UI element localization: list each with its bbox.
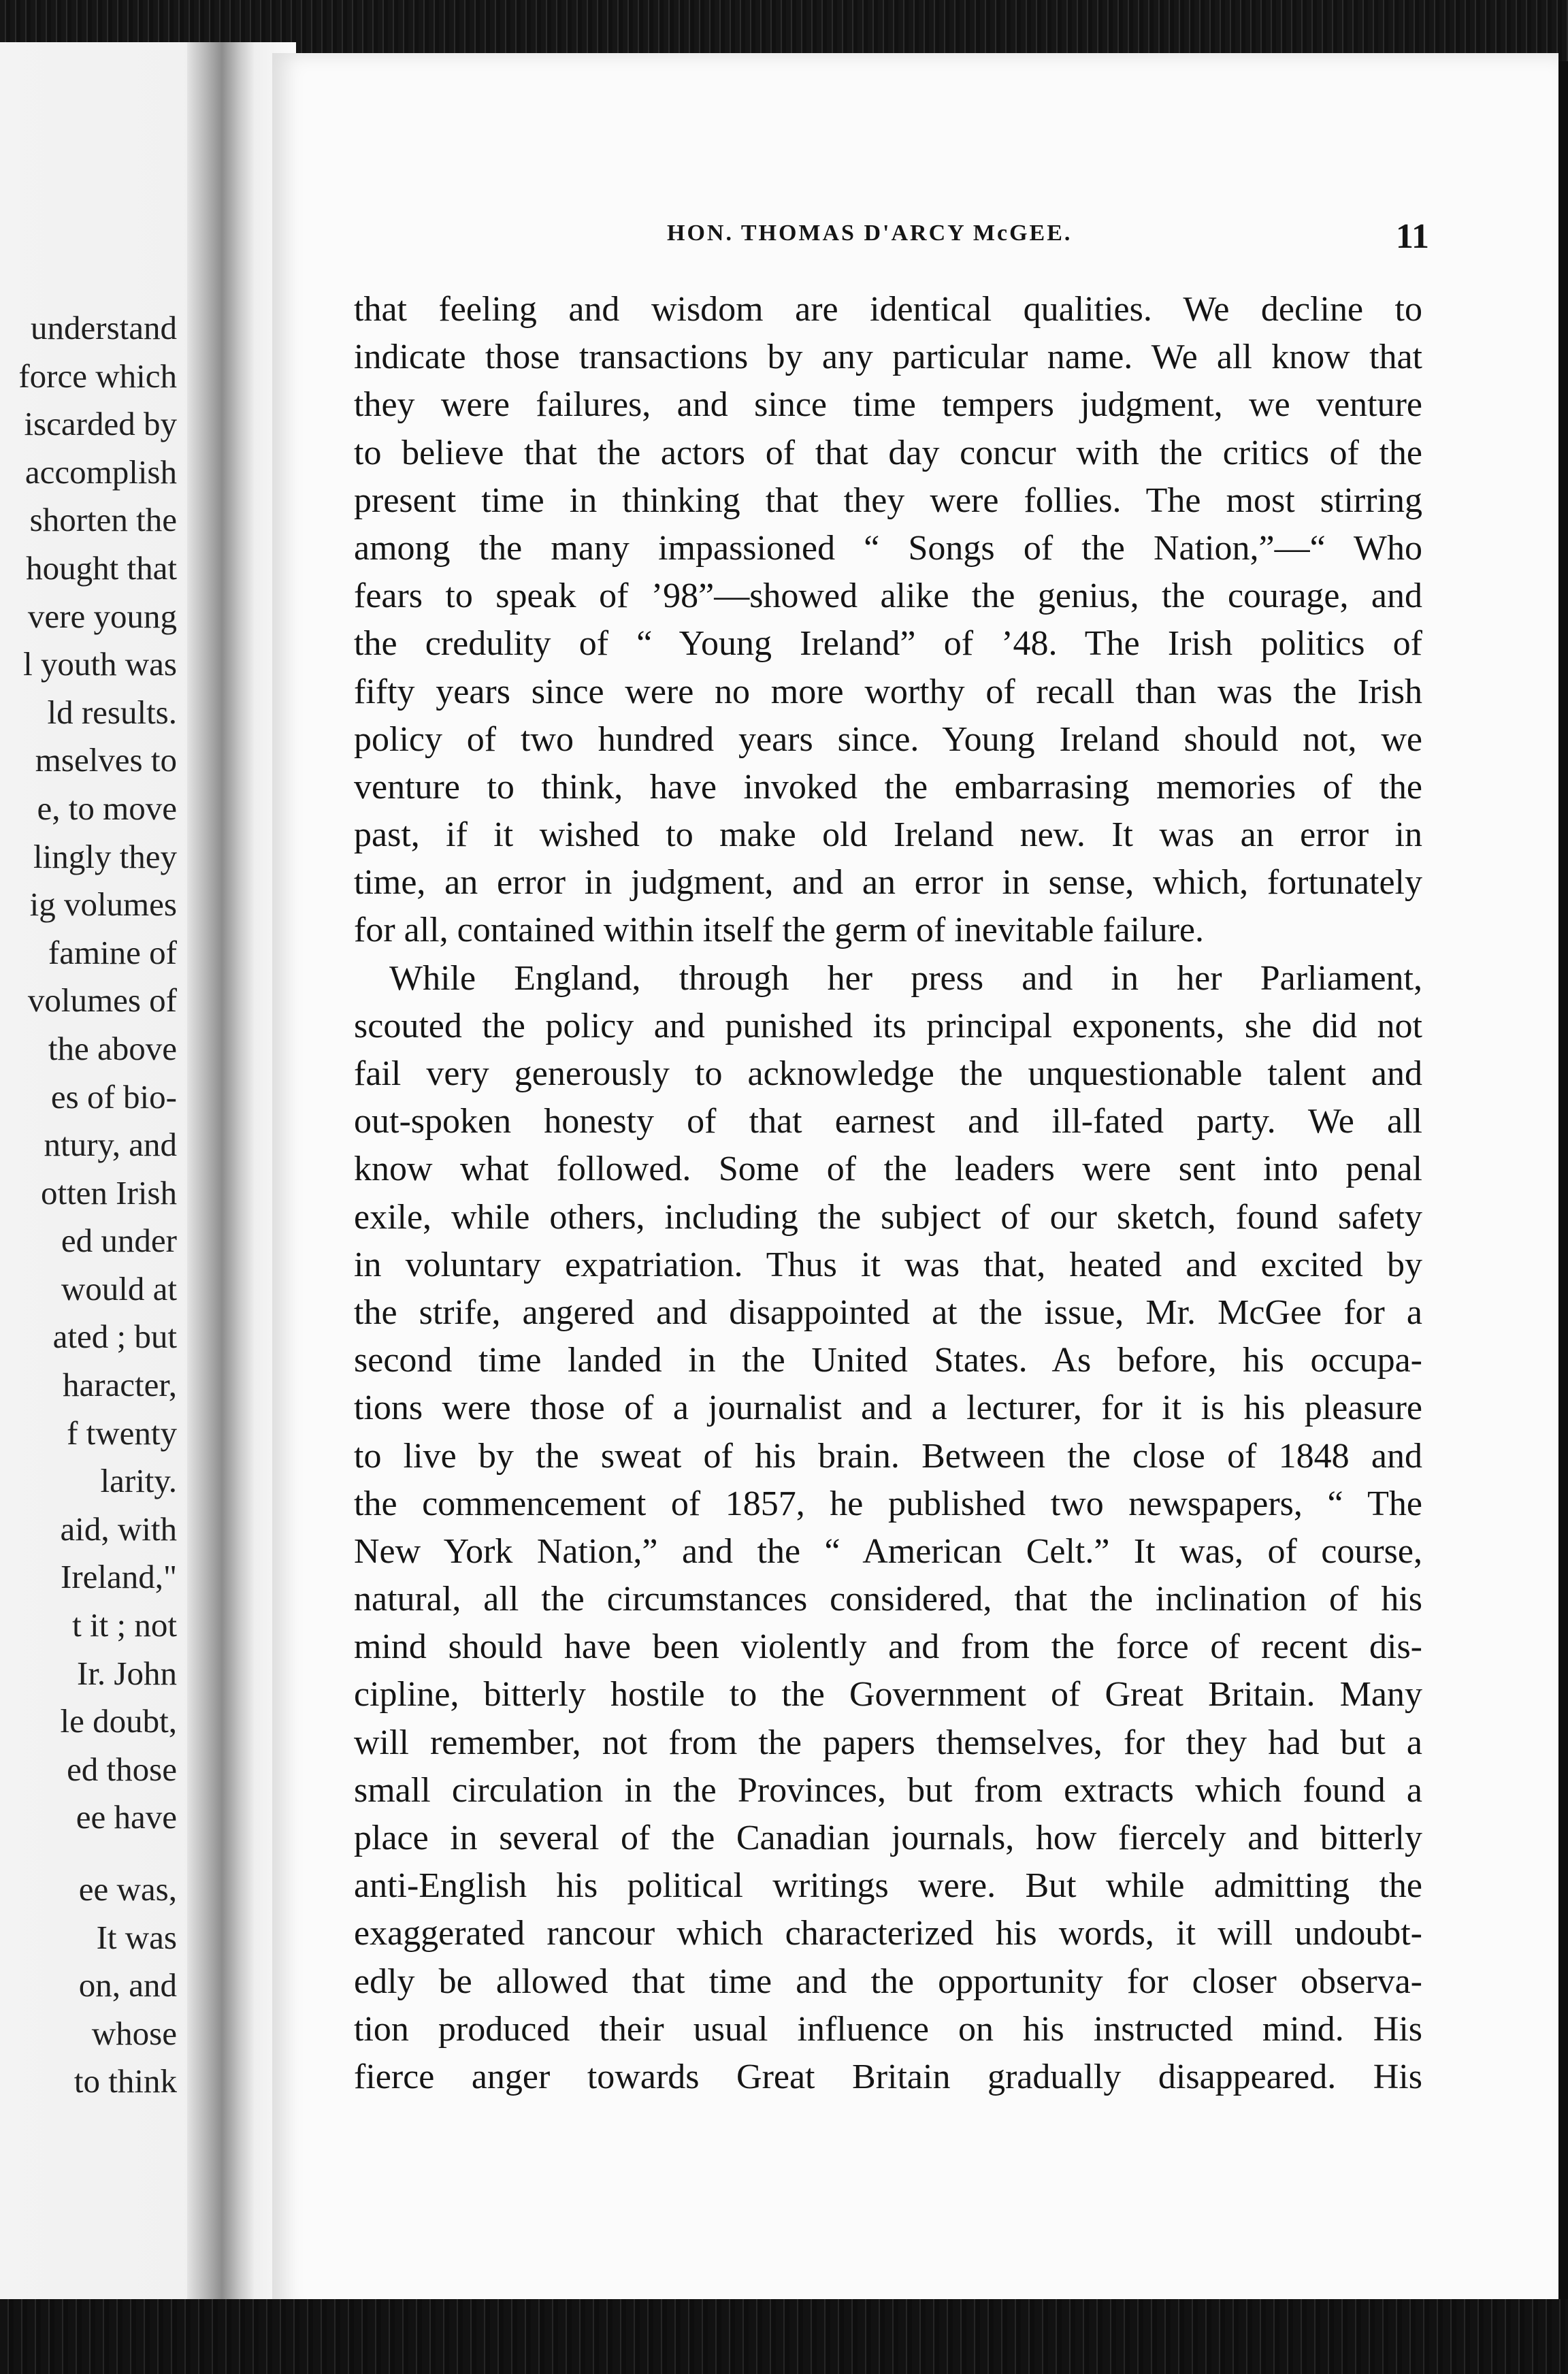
- text-line: out-spoken honesty of that earnest and ill-fated party. We all: [354, 1102, 1422, 1141]
- left-fragment-line: mselves to: [35, 741, 177, 779]
- left-fragment-line: ntury, and: [44, 1126, 177, 1164]
- left-fragment-line: ee was,: [78, 1870, 177, 1908]
- left-fragment-line: ig volumes: [29, 885, 177, 924]
- text-line: venture to think, have invoked the embarrasing memories of the: [354, 767, 1422, 807]
- paragraph-2: [354, 955, 1422, 2102]
- text-line: While England, through her press and in her Parliament,: [389, 958, 1422, 998]
- left-fragment-line: Ir. John: [77, 1654, 177, 1692]
- text-line: the strife, angered and disappointed at the issue, Mr. McGee for a: [354, 1292, 1422, 1332]
- text-line: exaggerated rancour which characterized his words, it will undoubt-: [354, 1914, 1422, 1953]
- left-fragment-line: understand: [31, 309, 177, 346]
- left-fragment-line: ated ; but: [52, 1318, 177, 1356]
- left-fragment-line: It was: [96, 1918, 177, 1956]
- text-line: tions were those of a journalist and a lecturer, for it is his pleasure: [354, 1388, 1422, 1428]
- left-fragment-line: would at: [61, 1269, 177, 1307]
- text-line: for all, contained within itself the germ of inevitable failure.: [354, 911, 1205, 950]
- text-line: they were failures, and since time tempers judgment, we venture: [354, 385, 1422, 425]
- scan-bottom-border: [0, 2299, 1568, 2374]
- left-fragment-line: otten Irish: [40, 1173, 177, 1212]
- text-line: fifty years since were no more worthy of recall than was the Irish: [354, 672, 1422, 711]
- left-fragment-line: l youth was: [23, 645, 177, 683]
- left-fragment-line: famine of: [48, 933, 177, 971]
- body-text: [354, 286, 1422, 2101]
- left-fragment-line: Ireland,": [61, 1558, 177, 1596]
- left-fragment-line: ed those: [67, 1750, 177, 1788]
- left-fragment-line: to think: [74, 2062, 177, 2100]
- running-head: HON. THOMAS D'ARCY McGEE.: [667, 221, 1073, 246]
- left-fragment-line: iscarded by: [24, 405, 177, 443]
- text-line: among the many impassioned “ Songs of the Nation,”—“ Who: [354, 528, 1422, 568]
- text-line: the credulity of “ Young Ireland” of ’48. The Irish politics of: [354, 624, 1422, 664]
- text-line: place in several of the Canadian journals, how fiercely and bitterly: [354, 1819, 1422, 1857]
- text-line: second time landed in the United States. As before, his occupa-: [354, 1341, 1422, 1380]
- text-line: tion produced their usual influence on his instructed mind. His: [354, 2009, 1422, 2049]
- text-line: to live by the sweat of his brain. Between the close of 1848 and: [354, 1436, 1422, 1476]
- text-line: that feeling and wisdom are identical qualities. We decline to: [354, 290, 1422, 329]
- text-line: to believe that the actors of that day concur with the critics of the: [354, 433, 1422, 472]
- left-fragment-line: ed under: [61, 1222, 177, 1260]
- text-line: fierce anger towards Great Britain gradually disappeared. His: [354, 2057, 1422, 2096]
- left-fragment-line: f twenty: [67, 1414, 177, 1452]
- text-line: New York Nation,” and the “ American Celt.” It was, of course,: [354, 1531, 1422, 1571]
- text-line: small circulation in the Provinces, but from extracts which found a: [354, 1770, 1422, 1810]
- text-line: scouted the policy and punished its principal exponents, she did not: [354, 1006, 1422, 1045]
- text-line: time, an error in judgment, and an error in sense, which, fortunately: [354, 863, 1422, 903]
- text-line: present time in thinking that they were follies. The most stirring: [354, 481, 1422, 520]
- left-fragment-line: accomplish: [24, 453, 177, 491]
- left-fragment-line: the above: [48, 1029, 177, 1067]
- text-line: will remember, not from the papers themselves, for they had but a: [354, 1723, 1422, 1762]
- text-line: fail very generously to acknowledge the unquestionable talent and: [354, 1054, 1422, 1093]
- page-number: 11: [1395, 217, 1429, 256]
- text-line: anti-English his political writings were. But while admitting the: [354, 1866, 1422, 1906]
- paragraph-1: [354, 286, 1422, 955]
- text-line: the commencement of 1857, he published two newspapers, “ The: [354, 1484, 1422, 1523]
- left-fragment-line: larity.: [100, 1462, 177, 1500]
- left-fragment-line: whose: [91, 2014, 177, 2052]
- left-fragment-line: e, to move: [37, 789, 177, 827]
- text-line: past, if it wished to make old Ireland new. It was an error in: [354, 815, 1422, 855]
- text-line: natural, all the circumstances considered, that the inclination of his: [354, 1580, 1422, 1619]
- left-fragment-line: ld results.: [47, 693, 177, 731]
- text-line: know what followed. Some of the leaders were sent into penal: [354, 1150, 1422, 1189]
- left-fragment-line: vere young: [27, 597, 177, 635]
- left-fragment-line: t it ; not: [72, 1606, 177, 1644]
- left-fragment-line: shorten the: [29, 501, 177, 539]
- left-fragment-line: hought that: [26, 549, 177, 587]
- left-fragment-line: haracter,: [62, 1366, 177, 1404]
- left-fragment-line: lingly they: [33, 837, 177, 875]
- left-fragment-line: le doubt,: [60, 1702, 177, 1740]
- text-line: policy of two hundred years since. Young Ireland should not, we: [354, 719, 1422, 759]
- left-fragment-line: on, and: [78, 1966, 177, 2004]
- text-line: mind should have been violently and from the force of recent dis-: [354, 1627, 1422, 1667]
- text-line: indicate those transactions by any particular name. We all know that: [354, 338, 1422, 377]
- left-fragment-line: volumes of: [27, 981, 177, 1020]
- text-line: cipline, bitterly hostile to the Government of Great Britain. Many: [354, 1675, 1422, 1714]
- left-fragment-line: es of bio-: [50, 1077, 177, 1116]
- left-fragment-line: ee have: [76, 1798, 177, 1836]
- left-page-text-fragments: [0, 304, 177, 2106]
- text-line: in voluntary expatriation. Thus it was that, heated and excited by: [354, 1245, 1422, 1284]
- text-line: fears to speak of ’98”—showed alike the genius, the courage, and: [354, 576, 1422, 616]
- page-header: [388, 216, 1429, 257]
- left-fragment-line: aid, with: [60, 1510, 177, 1548]
- text-line: edly be allowed that time and the opportunity for closer observa-: [354, 1962, 1422, 2001]
- left-fragment-gap: [0, 1842, 177, 1866]
- left-fragment-line: force which: [18, 357, 177, 395]
- text-line: exile, while others, including the subject of our sketch, found safety: [354, 1197, 1422, 1237]
